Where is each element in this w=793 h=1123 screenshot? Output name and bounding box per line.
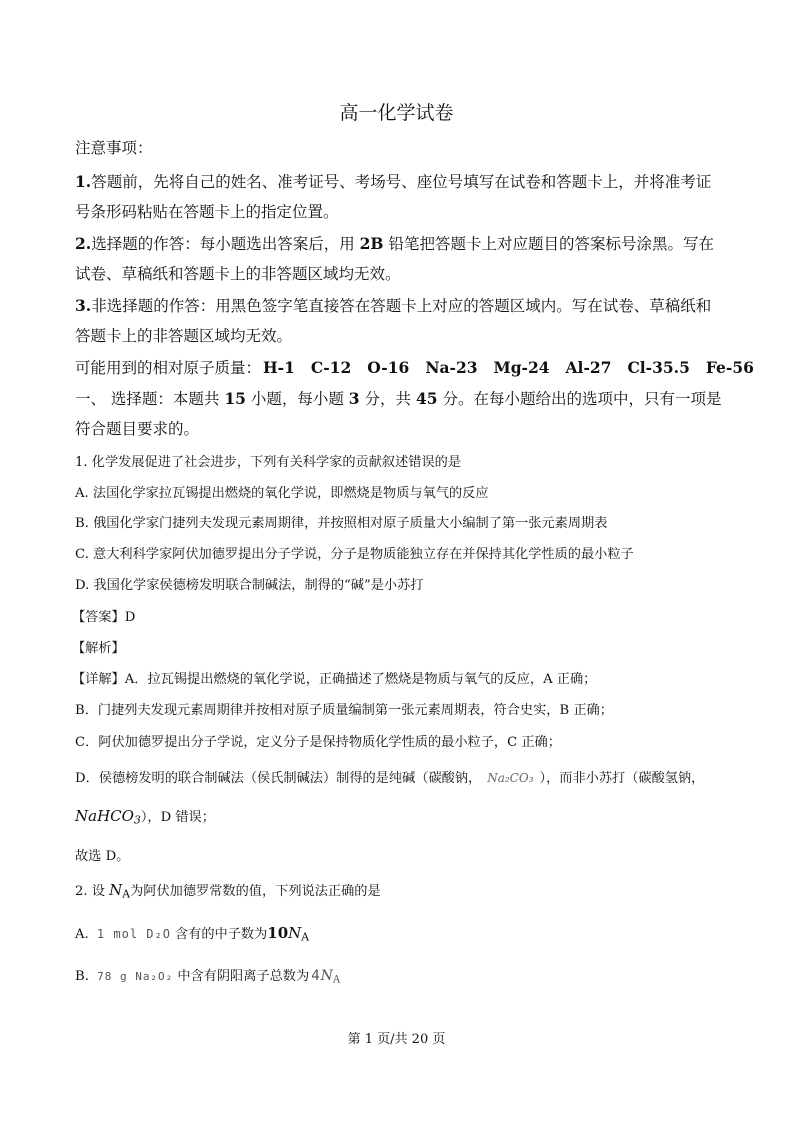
na-main: N [109, 881, 123, 899]
atomic-masses-label: 可能用到的相对原子质量： [75, 359, 262, 377]
page-title: 高一化学试卷 [339, 102, 454, 124]
q2-option-a-label: A. [75, 927, 93, 942]
atomic-mass-h: H-1 [263, 358, 295, 377]
notice-heading: 注意事项： [75, 139, 153, 157]
q2-option-b-text: 中含有阴阳离子总数为 [177, 969, 310, 984]
nahco3-sub: 3 [133, 813, 141, 827]
notice-1-number: 1. [75, 172, 92, 191]
notice-2-number: 2. [75, 234, 92, 253]
section-mid-1: 小题，每小题 [245, 390, 349, 408]
detail-line-c: C．阿伏加德罗提出分子学说，定义分子是保持物质化学性质的最小粒子，C 正确； [75, 735, 561, 750]
section-count: 15 [224, 389, 246, 408]
section-mid-2: 分，共 [359, 390, 416, 408]
na-sub-a: A [301, 930, 310, 944]
detail-line-b: B．门捷列夫发现元素周期律并按相对原子质量编制第一张元素周期表，符合史实，B 正确； [75, 703, 613, 718]
analysis-tag: 【解析】 [72, 641, 125, 656]
q1-stem: 1. 化学发展促进了社会进步，下列有关科学家的贡献叙述错误的是 [75, 455, 462, 470]
detail-a-text: A．拉瓦锡提出燃烧的氧化学说，正确描述了燃烧是物质与氧气的反应，A 正确； [124, 672, 597, 687]
detail-d-text-b: ），而非小苏打（碳酸氢钠， [539, 771, 705, 786]
q1-option-b: B. 俄国化学家门捷列夫发现元素周期律，并按照相对原子质量大小编制了第一张元素周期表 [75, 516, 608, 531]
q2-option-b [75, 965, 340, 986]
q1-answer [72, 606, 135, 625]
q1-option-d: D. 我国化学家侯德榜发明联合制碱法，制得的“碱”是小苏打 [75, 578, 424, 593]
conclusion: 故选 D。 [75, 849, 130, 864]
notice-1-text: 答题前，先将自己的姓名、准考证号、考场号、座位号填写在试卷和答题卡上，并将准考证 [91, 173, 712, 191]
notice-3-text: 非选择题的作答：用黑色签字笔直接答在答题卡上对应的答题区域内。写在试卷、草稿纸和 [91, 297, 712, 315]
q2-stem-b: 为阿伏加德罗常数的值，下列说法正确的是 [130, 884, 381, 899]
na-symbol-a [288, 924, 309, 942]
atomic-mass-na: Na-23 [425, 358, 478, 377]
section-heading-line-2: 符合题目要求的。 [75, 420, 200, 438]
na-symbol-b [321, 968, 341, 984]
na-main-b: N [320, 968, 333, 984]
page-footer: 第 1 页/共 20 页 [347, 1032, 446, 1047]
q2-stem-a: 2. 设 [75, 884, 110, 899]
notice-3-line-1 [75, 294, 711, 316]
na-symbol [109, 881, 130, 899]
notice-1-line-1 [75, 170, 711, 192]
notice-2-line-2: 试卷、草稿纸和答题卡上的非答题区域均无效。 [75, 265, 401, 283]
q2-option-a-number: 10 [267, 924, 289, 942]
notice-1-line-2: 号条形码粘贴在答题卡上的指定位置。 [75, 203, 339, 221]
na2o2-formula: 78 g Na₂O₂ [97, 970, 174, 983]
atomic-mass-mg: Mg-24 [493, 358, 550, 377]
detail-line-d [75, 767, 704, 786]
atomic-mass-al: Al-27 [565, 358, 612, 377]
detail-line-a [72, 668, 596, 687]
na-sub: A [122, 887, 131, 901]
q2-stem [75, 880, 381, 901]
q2-option-b-number: 4 [311, 968, 321, 984]
nahco3-main: NaHCO [75, 807, 134, 825]
detail-tag: 【详解】 [72, 672, 125, 687]
notice-2-pencil: 2B [359, 234, 384, 253]
atomic-mass-cl: Cl-35.5 [627, 358, 690, 377]
detail-line-d-cont [75, 806, 215, 827]
atomic-mass-o: O-16 [367, 358, 410, 377]
d2o-formula: 1 mol D₂O [96, 927, 171, 941]
atomic-mass-fe: Fe-56 [705, 358, 754, 377]
q2-option-a [75, 923, 309, 944]
atomic-mass-c: C-12 [310, 358, 352, 377]
q1-option-c: C. 意大利科学家阿伏加德罗提出分子学说，分子是物质能独立存在并保持其化学性质的最小粒子 [75, 547, 634, 562]
notice-3-number: 3. [75, 296, 92, 315]
q2-option-a-text: 含有的中子数为 [174, 927, 268, 942]
detail-d-text-a: D．侯德榜发明的联合制碱法（侯氏制碱法）制得的是纯碱（碳酸钠， [75, 771, 482, 786]
detail-d-text-c: ），D 错误； [140, 810, 215, 825]
na-sub-b: A [332, 974, 341, 986]
section-suffix: 分。在每小题给出的选项中，只有一项是 [437, 390, 722, 408]
section-total: 45 [415, 389, 438, 408]
nahco3-formula [75, 807, 141, 825]
notice-2-line-1 [75, 232, 714, 254]
na2co3-formula: Na₂CO₃ [487, 771, 534, 785]
answer-tag: 【答案】 [72, 610, 125, 625]
notice-2-text-a: 选择题的作答：每小题选出答案后，用 [91, 235, 360, 253]
atomic-masses [75, 356, 754, 378]
q2-option-b-label: B. [75, 969, 94, 984]
section-points: 3 [348, 389, 360, 408]
q1-option-a: A. 法国化学家拉瓦锡提出燃烧的氧化学说，即燃烧是物质与氧气的反应 [75, 486, 489, 501]
notice-2-text-c: 铅笔把答题卡上对应题目的答案标号涂黑。写在 [383, 235, 714, 253]
na-main-a: N [288, 924, 302, 942]
answer-value: D [124, 610, 136, 625]
notice-3-line-2: 答题卡上的非答题区域均无效。 [75, 327, 293, 345]
section-heading [75, 387, 721, 409]
section-prefix: 一、 选择题：本题共 [75, 390, 225, 408]
